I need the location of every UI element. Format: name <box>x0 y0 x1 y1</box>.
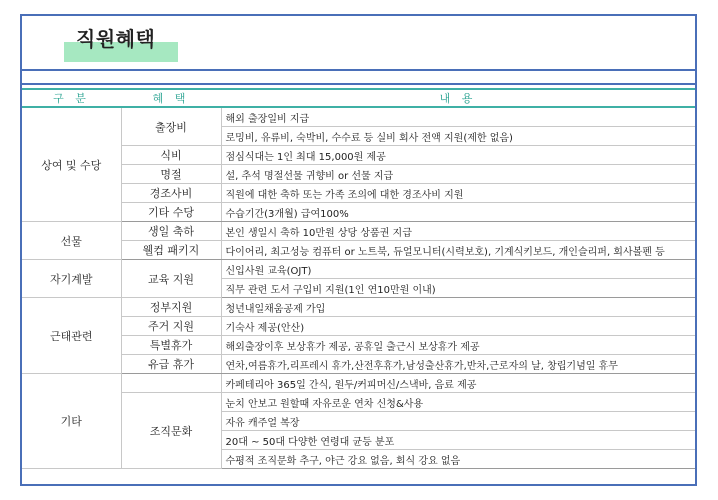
category-cell: 근태관련 <box>22 298 121 374</box>
benefits-table <box>22 90 695 469</box>
benefit-cell: 교육 지원 <box>121 260 221 298</box>
table-row <box>22 203 695 222</box>
table-row <box>22 222 695 241</box>
table-row <box>22 336 695 355</box>
category-cell: 기타 <box>22 374 121 469</box>
table-row <box>22 107 695 127</box>
category-cell: 상여 및 수당 <box>22 107 121 222</box>
benefit-cell: 조직문화 <box>121 393 221 469</box>
table-row <box>22 317 695 336</box>
table-row <box>22 146 695 165</box>
table-row <box>22 374 695 393</box>
content-cell: 해외 출장일비 지급 <box>221 107 695 127</box>
content-cell: 직무 관련 도서 구입비 지원(1인 연10만원 이내) <box>221 279 695 298</box>
benefit-cell: 특별휴가 <box>121 336 221 355</box>
benefit-cell: 웰컴 패키지 <box>121 241 221 260</box>
content-cell: 직원에 대한 축하 또는 가족 조의에 대한 경조사비 지원 <box>221 184 695 203</box>
header-row <box>22 90 695 107</box>
content-cell: 기숙사 제공(안산) <box>221 317 695 336</box>
content-cell: 설, 추석 명절선물 귀향비 or 선물 지급 <box>221 165 695 184</box>
table-row <box>22 260 695 279</box>
divider <box>22 69 695 71</box>
benefit-cell: 기타 수당 <box>121 203 221 222</box>
table-row <box>22 241 695 260</box>
content-cell: 수평적 조직문화 추구, 야근 강요 없음, 회식 강요 없음 <box>221 450 695 469</box>
benefit-cell: 식비 <box>121 146 221 165</box>
benefit-cell: 주거 지원 <box>121 317 221 336</box>
benefit-cell: 경조사비 <box>121 184 221 203</box>
content-cell: 자유 캐주얼 복장 <box>221 412 695 431</box>
content-cell: 신입사원 교육(OJT) <box>221 260 695 279</box>
benefit-cell <box>121 374 221 393</box>
content-cell: 카페테리아 365일 간식, 원두/커피머신/스낵바, 음료 제공 <box>221 374 695 393</box>
table-body <box>22 107 695 469</box>
benefit-cell: 생일 축하 <box>121 222 221 241</box>
header-content: 내 용 <box>221 90 695 107</box>
header-benefit: 혜 택 <box>121 90 221 107</box>
table-row <box>22 355 695 374</box>
content-cell: 다이어리, 최고성능 컴퓨터 or 노트북, 듀얼모니터(시력보호), 기계식키보드, 개인슬리퍼, 회사볼펜 등 <box>221 241 695 260</box>
content-cell: 로밍비, 유류비, 숙박비, 수수료 등 실비 회사 전액 지원(제한 없음) <box>221 127 695 146</box>
divider <box>22 83 695 85</box>
content-cell: 본인 생일시 축하 10만원 상당 상품권 지급 <box>221 222 695 241</box>
category-cell: 자기계발 <box>22 260 121 298</box>
benefit-cell: 출장비 <box>121 107 221 146</box>
table-row <box>22 165 695 184</box>
content-cell: 20대 ~ 50대 다양한 연령대 균등 분포 <box>221 431 695 450</box>
table-row <box>22 298 695 317</box>
benefit-cell: 명절 <box>121 165 221 184</box>
content-cell: 연차,여름휴가,리프레시 휴가,산전후휴가,남성출산휴가,반차,근로자의 날, 창립기념일 휴무 <box>221 355 695 374</box>
title-area <box>62 22 155 56</box>
content-cell: 점심식대는 1인 최대 15,000원 제공 <box>221 146 695 165</box>
category-cell: 선물 <box>22 222 121 260</box>
page-title: 직원혜택 <box>76 27 156 51</box>
content-cell: 해외출장이후 보상휴가 제공, 공휴일 출근시 보상휴가 제공 <box>221 336 695 355</box>
content-cell: 수습기간(3개월) 급여100% <box>221 203 695 222</box>
table-row <box>22 393 695 412</box>
benefit-cell: 유급 휴가 <box>121 355 221 374</box>
content-cell: 눈치 안보고 원할때 자유로운 연차 신청&사용 <box>221 393 695 412</box>
benefit-cell: 정부지원 <box>121 298 221 317</box>
table-row <box>22 184 695 203</box>
content-cell: 청년내일채움공제 가입 <box>221 298 695 317</box>
benefits-document <box>20 14 697 486</box>
header-category: 구 분 <box>22 90 121 107</box>
